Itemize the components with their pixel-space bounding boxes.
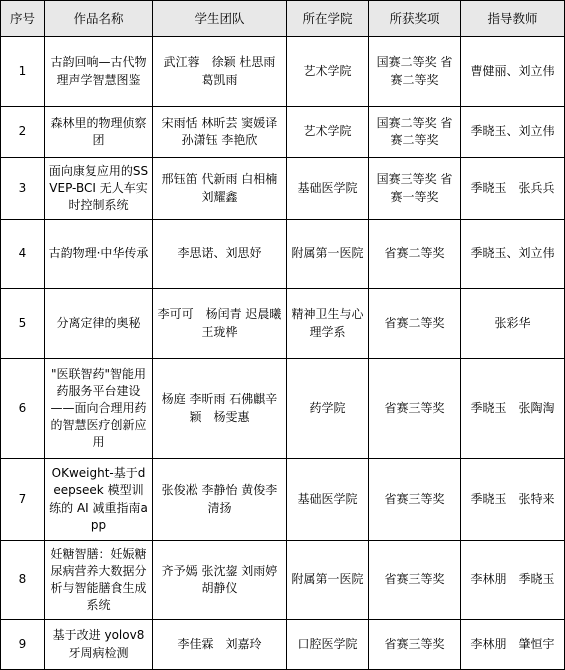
cell-award: 省赛三等奖 bbox=[369, 459, 461, 541]
cell-advisor: 季晓玉 张兵兵 bbox=[461, 158, 565, 220]
cell-advisor: 张彩华 bbox=[461, 289, 565, 359]
table-row bbox=[1, 359, 565, 459]
cell-college: 附属第一医院 bbox=[287, 541, 369, 620]
cell-work: 古韵物理·中华传承 bbox=[45, 220, 153, 289]
cell-team: 邢钰笛 代新雨 白相楠 刘耀鑫 bbox=[153, 158, 287, 220]
cell-college: 艺术学院 bbox=[287, 37, 369, 107]
cell-advisor: 曹健丽、刘立伟 bbox=[461, 37, 565, 107]
cell-index: 7 bbox=[1, 459, 45, 541]
header-index: 序号 bbox=[1, 1, 45, 37]
cell-advisor: 李林朋 季晓玉 bbox=[461, 541, 565, 620]
cell-index: 2 bbox=[1, 107, 45, 158]
header-award: 所获奖项 bbox=[369, 1, 461, 37]
header-advisor: 指导教师 bbox=[461, 1, 565, 37]
cell-index: 8 bbox=[1, 541, 45, 620]
cell-team: 李可可 杨闰青 迟晨曦 王珑桦 bbox=[153, 289, 287, 359]
cell-work: 基于改进 yolov8牙周病检测 bbox=[45, 620, 153, 670]
cell-award: 省赛三等奖 bbox=[369, 620, 461, 670]
cell-work: OKweight-基于deepseek 模型训练的 AI 减重指南app bbox=[45, 459, 153, 541]
cell-college: 精神卫生与心理学系 bbox=[287, 289, 369, 359]
table-row bbox=[1, 37, 565, 107]
cell-index: 1 bbox=[1, 37, 45, 107]
cell-index: 9 bbox=[1, 620, 45, 670]
cell-advisor: 季晓玉 张陶淘 bbox=[461, 359, 565, 459]
cell-award: 省赛二等奖 bbox=[369, 289, 461, 359]
cell-work: 森林里的物理侦察团 bbox=[45, 107, 153, 158]
cell-award: 国赛三等奖 省赛一等奖 bbox=[369, 158, 461, 220]
table-row bbox=[1, 459, 565, 541]
header-college: 所在学院 bbox=[287, 1, 369, 37]
table-row bbox=[1, 541, 565, 620]
cell-team: 齐予嫣 张沈鋆 刘雨婷 胡静仪 bbox=[153, 541, 287, 620]
cell-index: 4 bbox=[1, 220, 45, 289]
cell-advisor: 季晓玉 张特来 bbox=[461, 459, 565, 541]
cell-college: 基础医学院 bbox=[287, 459, 369, 541]
cell-award: 国赛二等奖 省赛二等奖 bbox=[369, 37, 461, 107]
cell-team: 李佳霖 刘嘉玲 bbox=[153, 620, 287, 670]
cell-work: 古韵回响—古代物理声学智慧图鉴 bbox=[45, 37, 153, 107]
table-row bbox=[1, 620, 565, 670]
table-row bbox=[1, 289, 565, 359]
cell-team: 李思诺、刘思妤 bbox=[153, 220, 287, 289]
cell-index: 6 bbox=[1, 359, 45, 459]
cell-advisor: 李林朋 肇恒宇 bbox=[461, 620, 565, 670]
cell-team: 张俊凇 李静怡 黄俊李清扬 bbox=[153, 459, 287, 541]
cell-college: 药学院 bbox=[287, 359, 369, 459]
cell-college: 基础医学院 bbox=[287, 158, 369, 220]
header-team: 学生团队 bbox=[153, 1, 287, 37]
cell-work: 妊糖智膳：妊娠糖尿病营养大数据分析与智能膳食生成系统 bbox=[45, 541, 153, 620]
cell-college: 附属第一医院 bbox=[287, 220, 369, 289]
cell-team: 杨庭 李昕雨 石佛麒辛颖 杨雯惠 bbox=[153, 359, 287, 459]
table-header-row bbox=[1, 1, 565, 37]
cell-index: 5 bbox=[1, 289, 45, 359]
cell-award: 省赛二等奖 bbox=[369, 220, 461, 289]
cell-award: 国赛二等奖 省赛二等奖 bbox=[369, 107, 461, 158]
cell-team: 宋雨恬 林昕芸 窦媛译 孙潇钰 李艳欣 bbox=[153, 107, 287, 158]
cell-college: 口腔医学院 bbox=[287, 620, 369, 670]
header-work: 作品名称 bbox=[45, 1, 153, 37]
cell-advisor: 季晓玉、刘立伟 bbox=[461, 107, 565, 158]
table-row bbox=[1, 158, 565, 220]
cell-advisor: 季晓玉、刘立伟 bbox=[461, 220, 565, 289]
table-row bbox=[1, 107, 565, 158]
cell-work: "医联智药"智能用药服务平台建设——面向合理用药的智慧医疗创新应用 bbox=[45, 359, 153, 459]
table-row bbox=[1, 220, 565, 289]
cell-index: 3 bbox=[1, 158, 45, 220]
cell-work: 面向康复应用的SSVEP-BCI 无人车实时控制系统 bbox=[45, 158, 153, 220]
cell-college: 艺术学院 bbox=[287, 107, 369, 158]
cell-award: 省赛三等奖 bbox=[369, 359, 461, 459]
cell-team: 武江蓉 徐颖 杜思雨 葛凯雨 bbox=[153, 37, 287, 107]
cell-work: 分离定律的奥秘 bbox=[45, 289, 153, 359]
cell-award: 省赛三等奖 bbox=[369, 541, 461, 620]
